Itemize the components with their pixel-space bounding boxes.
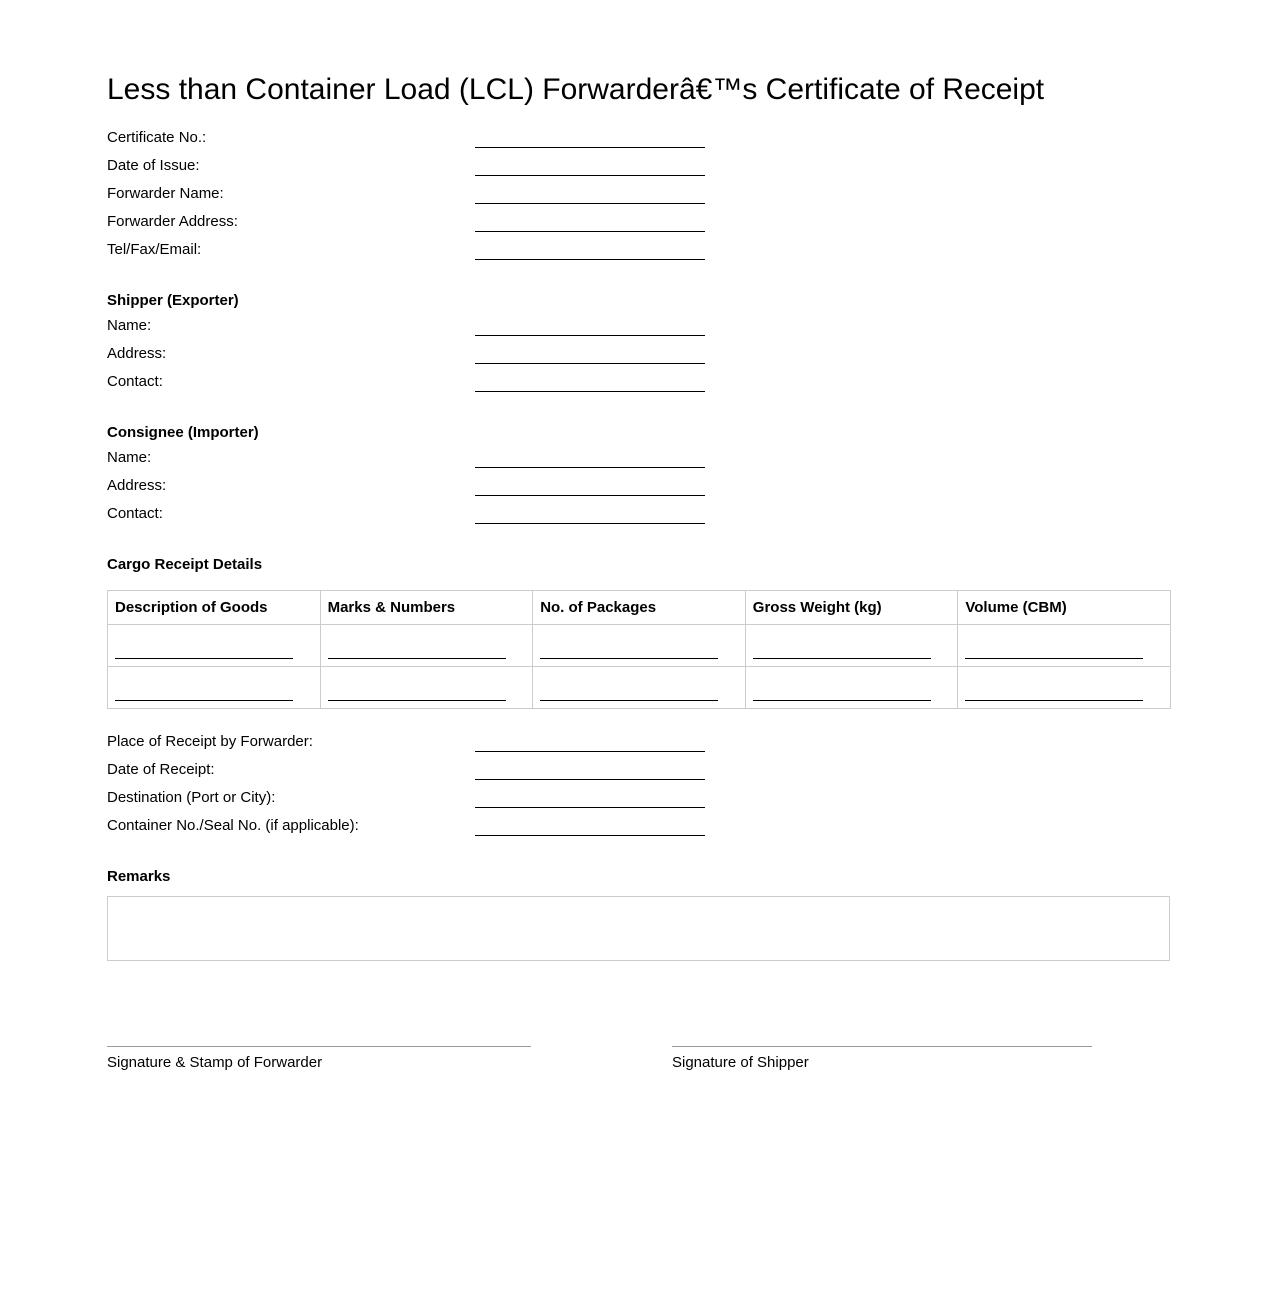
signature-shipper-label: Signature of Shipper: [672, 1054, 809, 1071]
blank-line: [475, 312, 705, 336]
table-cell: [745, 667, 958, 709]
remarks-box: [107, 896, 1170, 961]
field-shipper-contact: [107, 368, 1170, 396]
field-label: Forwarder Address:: [107, 213, 238, 230]
table-row: [108, 625, 1171, 667]
table-cell: [320, 667, 533, 709]
field-date-of-issue: [107, 152, 1170, 180]
field-label: Address:: [107, 477, 167, 494]
blank-line: [475, 756, 705, 780]
field-forwarder-name: [107, 180, 1170, 208]
field-shipper-name: [107, 312, 1170, 340]
blank-line: [115, 658, 293, 659]
table-cell: [958, 667, 1171, 709]
column-header-volume: Volume (CBM): [958, 591, 1171, 625]
table-cell: [958, 625, 1171, 667]
field-certificate-no: [107, 124, 1170, 152]
blank-line: [753, 700, 931, 701]
field-date-of-receipt: [107, 756, 1170, 784]
field-label: Date of Receipt:: [107, 761, 215, 778]
blank-line: [475, 236, 705, 260]
section-heading-remarks: Remarks: [107, 868, 171, 885]
blank-line: [965, 700, 1143, 701]
signature-shipper-block: [672, 1046, 1092, 1070]
field-shipper-address: [107, 340, 1170, 368]
signature-forwarder-label: Signature & Stamp of Forwarder: [107, 1054, 323, 1071]
field-label: Place of Receipt by Forwarder:: [107, 733, 313, 750]
table-cell: [745, 625, 958, 667]
cargo-table-header-row: [108, 591, 1171, 625]
blank-line: [475, 728, 705, 752]
table-cell: [533, 625, 746, 667]
field-consignee-address: [107, 472, 1170, 500]
field-container-seal-no: [107, 812, 1170, 840]
blank-line: [115, 700, 293, 701]
table-cell: [533, 667, 746, 709]
column-header-description-of-goods: Description of Goods: [108, 591, 321, 625]
blank-line: [328, 658, 506, 659]
signature-line: [107, 1046, 531, 1047]
blank-line: [475, 500, 705, 524]
column-header-no-of-packages: No. of Packages: [533, 591, 746, 625]
signature-section: [107, 1046, 1170, 1070]
signature-forwarder-block: [107, 1046, 531, 1070]
field-forwarder-address: [107, 208, 1170, 236]
column-header-marks-numbers: Marks & Numbers: [320, 591, 533, 625]
field-label: Destination (Port or City):: [107, 789, 276, 806]
column-header-gross-weight: Gross Weight (kg): [745, 591, 958, 625]
blank-line: [965, 658, 1143, 659]
table-row: [108, 667, 1171, 709]
blank-line: [475, 784, 705, 808]
header-fields-section: [107, 124, 1170, 264]
table-cell: [320, 625, 533, 667]
field-label: Date of Issue:: [107, 157, 200, 174]
signature-line: [672, 1046, 1092, 1047]
cargo-table: [107, 590, 1171, 709]
blank-line: [475, 340, 705, 364]
field-label: Address:: [107, 345, 167, 362]
blank-line: [475, 812, 705, 836]
section-heading-shipper: Shipper (Exporter): [107, 292, 239, 309]
blank-line: [475, 152, 705, 176]
field-label: Name:: [107, 449, 152, 466]
section-heading-consignee: Consignee (Importer): [107, 424, 259, 441]
section-heading-cargo: Cargo Receipt Details: [107, 556, 263, 573]
consignee-section: [107, 444, 1170, 528]
field-place-of-receipt: [107, 728, 1170, 756]
field-label: Name:: [107, 317, 152, 334]
blank-line: [540, 700, 718, 701]
field-label: Tel/Fax/Email:: [107, 241, 202, 258]
field-label: Contact:: [107, 373, 163, 390]
blank-line: [475, 208, 705, 232]
receipt-fields-section: [107, 728, 1170, 840]
blank-line: [475, 124, 705, 148]
blank-line: [475, 180, 705, 204]
table-cell: [108, 667, 321, 709]
blank-line: [475, 444, 705, 468]
blank-line: [540, 658, 718, 659]
blank-line: [475, 472, 705, 496]
field-tel-fax-email: [107, 236, 1170, 264]
shipper-section: [107, 312, 1170, 396]
blank-line: [328, 700, 506, 701]
blank-line: [475, 368, 705, 392]
field-destination: [107, 784, 1170, 812]
field-consignee-contact: [107, 500, 1170, 528]
field-label: Forwarder Name:: [107, 185, 224, 202]
field-label: Container No./Seal No. (if applicable):: [107, 817, 359, 834]
document-title: Less than Container Load (LCL) Forwarderâ€™s Certificate of Receipt: [107, 73, 1045, 106]
blank-line: [753, 658, 931, 659]
field-consignee-name: [107, 444, 1170, 472]
field-label: Contact:: [107, 505, 163, 522]
field-label: Certificate No.:: [107, 129, 207, 146]
table-cell: [108, 625, 321, 667]
